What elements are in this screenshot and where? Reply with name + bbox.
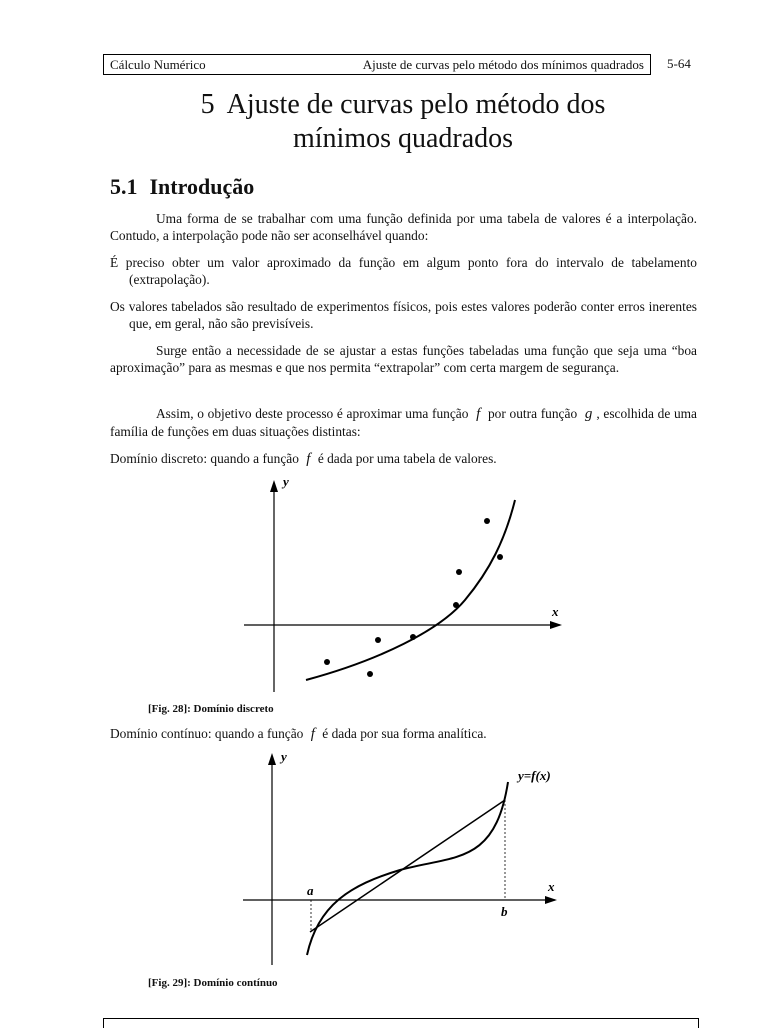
paragraph-intro: Uma forma de se trabalhar com uma função definida por uma tabela de valores é a interpolação. Contudo, a interpolação pode não ser aconselhável quando: bbox=[110, 211, 697, 243]
fig28-data-point bbox=[484, 518, 490, 524]
fig28-fitted-curve bbox=[306, 500, 515, 680]
fig29-y-label: y bbox=[281, 749, 287, 764]
fig29-x-label: x bbox=[548, 879, 555, 894]
symbol-f: f bbox=[476, 406, 481, 422]
fig28-caption: [Fig. 28]: Domínio discreto bbox=[148, 703, 274, 715]
fig28-y-arrow bbox=[270, 480, 278, 492]
fig29-approximating-line bbox=[310, 800, 505, 932]
continuous-symbol-f: f bbox=[310, 726, 315, 742]
fig29-a-label: a bbox=[307, 883, 314, 898]
fig28-x-arrow bbox=[550, 621, 562, 629]
chapter-title-line2: mínimos quadrados bbox=[292, 123, 514, 154]
fig28-data-point bbox=[456, 569, 462, 575]
chapter-number: 5 bbox=[200, 89, 215, 120]
objective-text-c: , escolhida de uma família de funções em duas situações distintas: bbox=[110, 406, 697, 439]
continuous-text-a: Domínio contínuo: quando a função bbox=[110, 726, 304, 741]
fig29-b-label: b bbox=[501, 904, 508, 919]
paragraph-need: Surge então a necessidade de se ajustar a estas funções tabeladas uma função que seja uma “boa aproximação” para as mesmas e que nos permita “extrapolar” com certa margem de segurança. bbox=[110, 343, 697, 375]
fig29-y-arrow bbox=[268, 753, 276, 765]
footer-box bbox=[103, 1018, 699, 1028]
page-number: 5-64 bbox=[667, 56, 691, 71]
chapter-title-line1: Ajuste de curvas pelo método dos bbox=[226, 89, 606, 120]
continuous-text-b: é dada por sua forma analítica. bbox=[322, 726, 487, 741]
fig28-data-point bbox=[375, 637, 381, 643]
fig29-function-curve bbox=[307, 782, 508, 955]
objective-text-a: Assim, o objetivo deste processo é aproximar uma função bbox=[156, 406, 469, 421]
section-title-text: Introdução bbox=[149, 174, 255, 199]
objective-text-b: por outra função bbox=[487, 406, 578, 421]
section-number: 5.1 bbox=[110, 174, 138, 199]
discrete-text-b: é dada por uma tabela de valores. bbox=[317, 451, 497, 466]
list-item-extrapolation: É preciso obter um valor aproximado da função em algum ponto fora do intervalo de tabelamento (extrapolação). bbox=[110, 255, 697, 287]
fig29-caption: [Fig. 29]: Domínio contínuo bbox=[148, 977, 278, 989]
paragraph-continuous bbox=[110, 725, 697, 743]
header-chapter-title: Ajuste de curvas pelo método dos mínimos quadrados bbox=[362, 57, 644, 72]
fig28-data-point bbox=[410, 634, 416, 640]
header-course-title: Cálculo Numérico bbox=[110, 57, 206, 72]
fig28-data-point bbox=[367, 671, 373, 677]
fig29-curve-label: y=f(x) bbox=[518, 768, 551, 783]
fig29-x-arrow bbox=[545, 896, 557, 904]
discrete-text-a: Domínio discreto: quando a função bbox=[110, 451, 299, 466]
fig28-x-label: x bbox=[552, 604, 559, 619]
fig28-data-point bbox=[453, 602, 459, 608]
list-item-experiments: Os valores tabelados são resultado de experimentos físicos, pois estes valores poderão conter erros inerentes que, em geral, não são previsíveis. bbox=[110, 299, 697, 331]
discrete-symbol-f: f bbox=[306, 451, 311, 467]
fig28-data-point bbox=[497, 554, 503, 560]
fig28-data-point bbox=[324, 659, 330, 665]
symbol-g: g bbox=[584, 406, 593, 422]
fig28-y-label: y bbox=[283, 474, 289, 489]
